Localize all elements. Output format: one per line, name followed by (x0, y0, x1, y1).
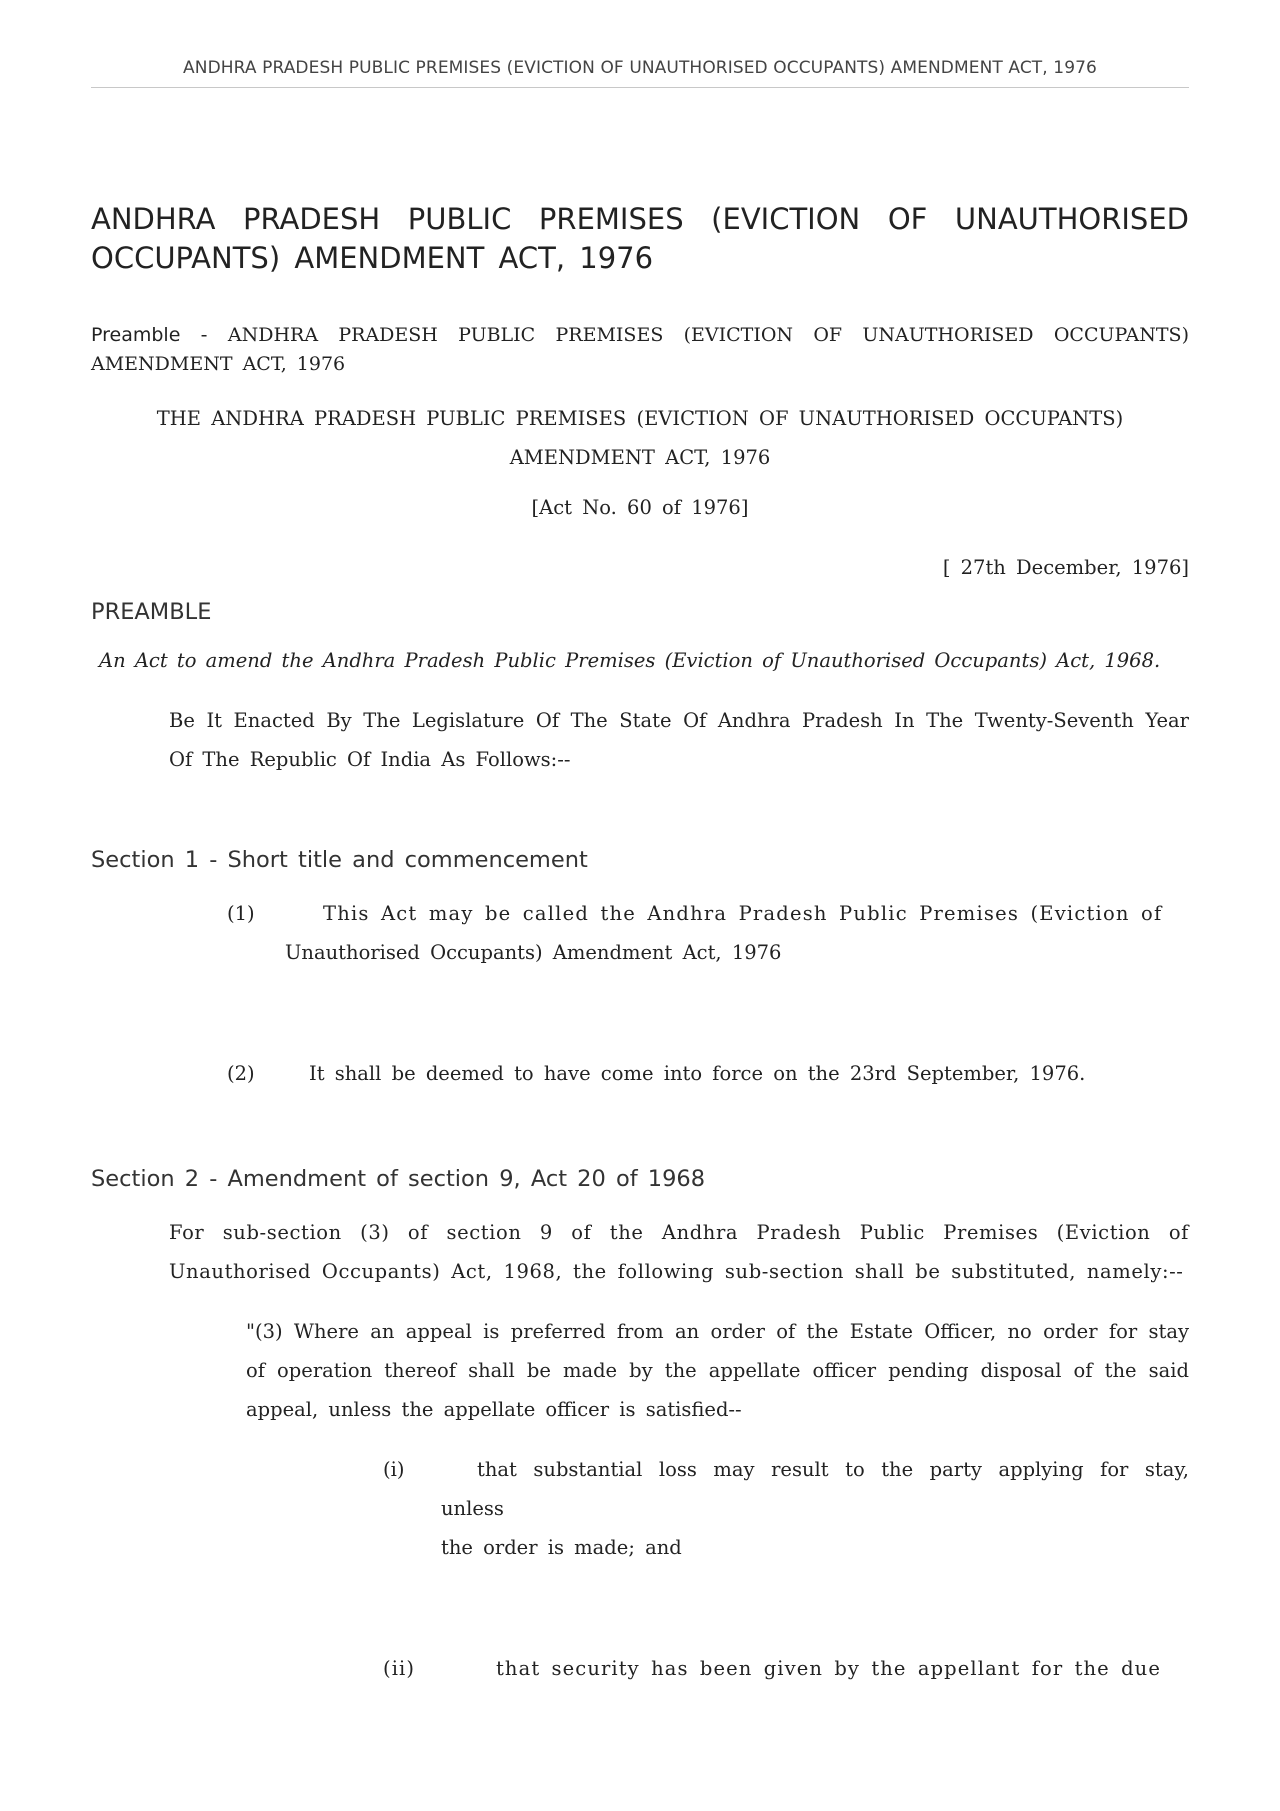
centered-act-title (91, 399, 1189, 477)
centered-act-title-line-1: THE ANDHRA PRADESH PUBLIC PREMISES (EVICTION OF UNAUTHORISED OCCUPANTS) (156, 407, 1124, 430)
subclause-number: (i) (383, 1458, 405, 1481)
subclause-ii (383, 1649, 1189, 1688)
act-date: [ 27th December, 1976] (942, 556, 1189, 579)
section-1-heading: Section 1 - Short title and commencement (91, 847, 588, 873)
subclause-text-line-2: the order is made; and (441, 1536, 682, 1559)
section-2-heading: Section 2 - Amendment of section 9, Act 20 of 1968 (91, 1166, 706, 1192)
act-title: ANDHRA PRADESH PUBLIC PREMISES (EVICTION OF UNAUTHORISED OCCUPANTS) AMENDMENT ACT, 1976 (91, 202, 1189, 275)
clause-text: It shall be deemed to have come into force on the 23rd September, 1976. (309, 1062, 1086, 1085)
running-header: ANDHRA PRADESH PUBLIC PREMISES (EVICTION OF UNAUTHORISED OCCUPANTS) AMENDMENT ACT, 1976 (183, 58, 1097, 78)
clause-number: (1) (227, 902, 255, 925)
subclause-number: (ii) (383, 1657, 416, 1680)
document-body (91, 200, 1189, 1688)
clause-text-line-2: Unauthorised Occupants) Amendment Act, 1976 (285, 941, 782, 964)
header-divider (91, 87, 1189, 88)
enacting-formula: Be It Enacted By The Legislature Of The State Of Andhra Pradesh In The Twenty-Seventh Year Of The Republic Of India As Follows:-- (169, 709, 1189, 771)
subclause-text: that security has been given by the appellant for the due (496, 1657, 1161, 1680)
section-1-clause-2 (227, 1054, 1189, 1093)
long-title: An Act to amend the Andhra Pradesh Public Premises (Eviction of Unauthorised Occupants) Act, 1968. (99, 649, 1161, 672)
subclause-i (383, 1450, 1189, 1567)
subclause-text-line-1: that substantial loss may result to the party applying for stay, unless (441, 1458, 1189, 1520)
clause-text-line-1: This Act may be called the Andhra Pradesh Public Premises (Eviction of (323, 902, 1163, 925)
substituted-subsection-text: "(3) Where an appeal is preferred from an order of the Estate Officer, no order for stay of operation thereof shall be made by the appellate officer pending disposal of the said appeal, unless the appellate officer is satisfied-- (246, 1320, 1189, 1421)
act-number: [Act No. 60 of 1976] (531, 496, 749, 519)
section-1-clause-1 (227, 894, 1189, 972)
preamble-label: Preamble - (91, 324, 208, 346)
centered-act-title-line-2: AMENDMENT ACT, 1976 (509, 446, 771, 469)
section-2-body: For sub-section (3) of section 9 of the Andhra Pradesh Public Premises (Eviction of Unauthorised Occupants) Act, 1968, the following sub-section shall be substituted, namely:-- (169, 1221, 1189, 1283)
clause-number: (2) (227, 1062, 255, 1085)
preamble-title-text: ANDHRA PRADESH PUBLIC PREMISES (EVICTION OF UNAUTHORISED OCCUPANTS) AMENDMENT ACT, 1976 (91, 324, 1189, 375)
preamble-title-line (91, 321, 1189, 379)
preamble-heading: PREAMBLE (91, 599, 212, 625)
